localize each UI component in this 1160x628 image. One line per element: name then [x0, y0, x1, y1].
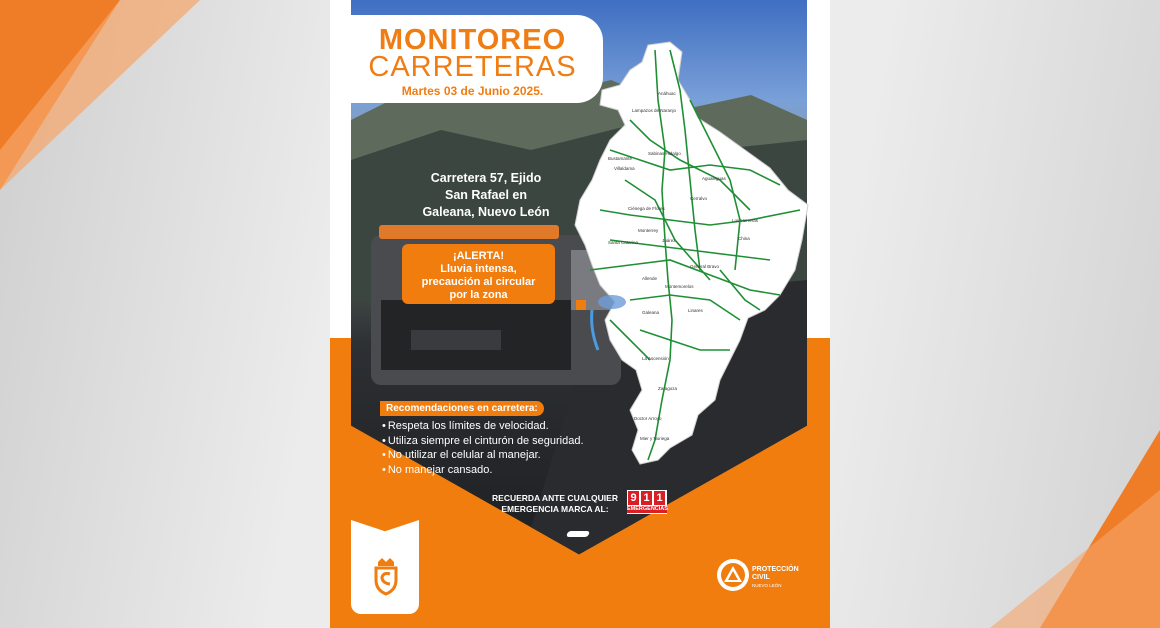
location-text [406, 170, 566, 221]
map-label: General Bravo [690, 264, 720, 269]
map-label: Villaldama [614, 166, 635, 171]
badge-digit: 9 [628, 491, 639, 505]
map-label: Lampazos de Naranjo [632, 108, 677, 113]
pc-line: PROTECCIÓN [752, 566, 799, 573]
map-label: Cerralvo [690, 196, 708, 201]
map-label: Bustamante [608, 156, 633, 161]
recommendations-title: Recomendaciones en carretera: [380, 401, 544, 416]
badge-digit: 1 [641, 491, 652, 505]
civil-protection-logo-icon [716, 558, 750, 592]
alert-line: precaución al circular [421, 276, 536, 288]
recommendation-item: • No utilizar el celular al manejar. [382, 448, 584, 463]
emergency-line: EMERGENCIA MARCA AL: [501, 504, 609, 514]
decorative-dash [566, 531, 590, 537]
map-label: Los Herreras [732, 218, 759, 223]
emergency-text [492, 493, 618, 515]
recommendations-list [382, 419, 584, 477]
map-label: Monterrey [638, 228, 659, 233]
map-label: Ciénega de Flores [628, 206, 665, 211]
decorative-stripes-right [960, 430, 1160, 628]
map-label: China [738, 236, 750, 241]
map-label: Doctor Arroyo [634, 416, 662, 421]
map-label: Linares [688, 308, 703, 313]
pc-line: CIVIL [752, 574, 770, 581]
location-line: Galeana, Nuevo León [422, 205, 550, 219]
date-label: Martes 03 de Junio 2025. [401, 84, 544, 98]
nuevo-leon-road-map [570, 40, 810, 470]
map-label: Zaragoza [658, 386, 678, 391]
map-label: Galeana [642, 310, 660, 315]
civil-protection-subtitle: NUEVO LEÓN [752, 583, 782, 588]
emergency-line: RECUERDA ANTE CUALQUIER [492, 493, 618, 503]
decorative-stripes-left [0, 0, 200, 200]
alert-line: por la zona [449, 289, 508, 301]
location-line: San Rafael en [445, 188, 527, 202]
alert-box [402, 244, 555, 304]
road-monitoring-poster [330, 0, 830, 628]
map-label: Santa Catarina [608, 240, 639, 245]
emergency-911-badge [627, 490, 667, 514]
civil-protection-name [752, 566, 799, 582]
map-label: Juárez [662, 238, 676, 243]
map-label: Montemorelos [665, 284, 694, 289]
title-carreteras: CARRETERAS [368, 51, 577, 83]
title-monitoreo: MONITOREO [378, 24, 567, 56]
recommendation-item: • Utiliza siempre el cinturón de seguridad. [382, 434, 584, 449]
state-crest-icon [366, 556, 406, 596]
location-line: Carretera 57, Ejido [430, 171, 542, 185]
alert-heading: ¡ALERTA! [452, 250, 505, 262]
map-label: La Ascensión [642, 356, 669, 361]
map-label: Mier y Noriega [640, 436, 670, 441]
recommendation-item: • Respeta los límites de velocidad. [382, 419, 584, 434]
map-label: Allende [642, 276, 658, 281]
recommendation-item: • No manejar cansado. [382, 463, 584, 478]
map-label: Agualeguas [702, 176, 726, 181]
badge-digit: 1 [654, 491, 665, 505]
map-label: Anáhuac [658, 91, 676, 96]
alert-line: Lluvia intensa, [440, 263, 517, 275]
map-label: Sabinas Hidalgo [648, 151, 681, 156]
badge-label: EMERGENCIAS [627, 506, 668, 512]
